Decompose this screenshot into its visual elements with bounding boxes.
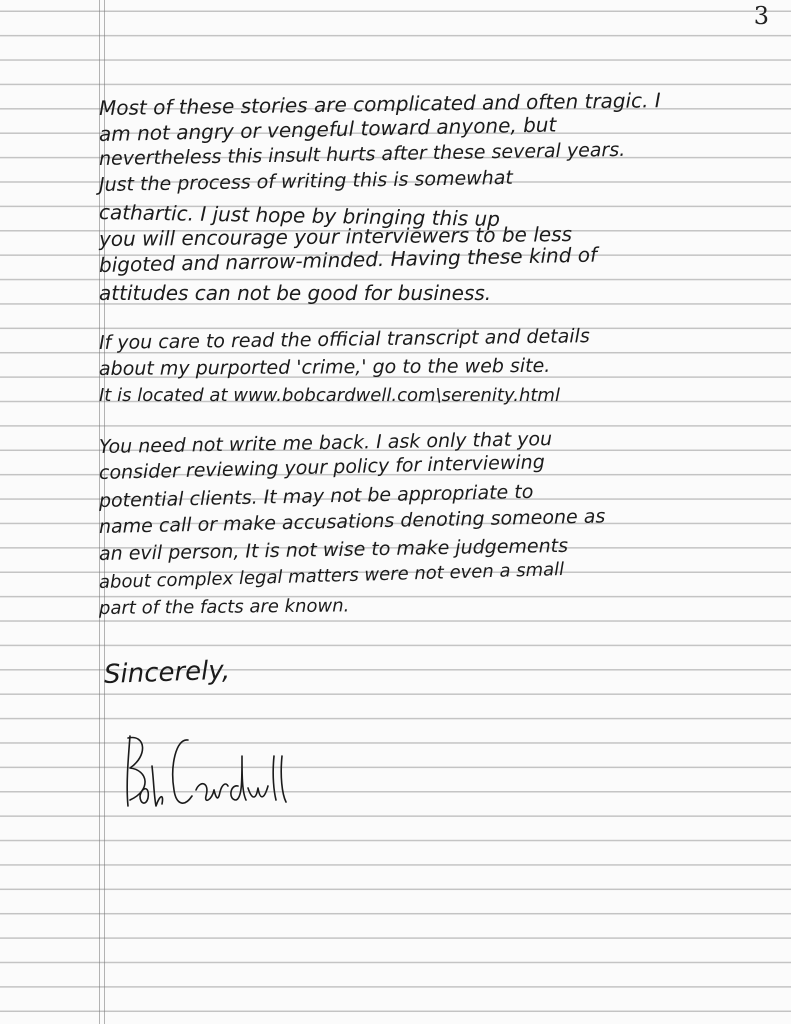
closing: Sincerely,	[103, 655, 231, 690]
letter-line: You need not write me back. I ask only that you	[98, 428, 553, 458]
letter-line: cathartic. I just hope by bringing this up	[98, 200, 501, 231]
letter-line: an evil person, It is not wise to make judgements	[98, 534, 569, 565]
letter-line: name call or make accusations denoting someone as	[98, 505, 606, 538]
page-number: 3	[753, 2, 769, 30]
letter-line: about complex legal matters were not even a small	[98, 559, 565, 593]
letter-line: nevertheless this insult hurts after these several years.	[98, 138, 626, 170]
letter-line: am not angry or vengeful toward anyone, but	[98, 112, 557, 146]
letter-line: about my purported 'crime,' go to the web site.	[98, 354, 551, 380]
letter-line: consider reviewing your policy for interviewing	[98, 451, 546, 484]
letter-line: Most of these stories are complicated and often tragic. I	[98, 88, 661, 120]
letter-line: bigoted and narrow-minded. Having these kind of	[98, 242, 598, 277]
letter-line: part of the facts are known.	[98, 595, 350, 619]
letter-line: attitudes can not be good for business.	[99, 281, 492, 305]
letter-line: Just the process of writing this is somewhat	[98, 166, 514, 196]
letter-line: If you care to read the official transcript and details	[98, 325, 590, 354]
letter-line: It is located at www.bobcardwell.com\serenity.html	[99, 385, 560, 406]
letter-line: potential clients. It may not be appropriate to	[98, 480, 534, 512]
handwritten-signature	[118, 726, 308, 826]
letter-line: you will encourage your interviewers to be less	[98, 222, 573, 251]
